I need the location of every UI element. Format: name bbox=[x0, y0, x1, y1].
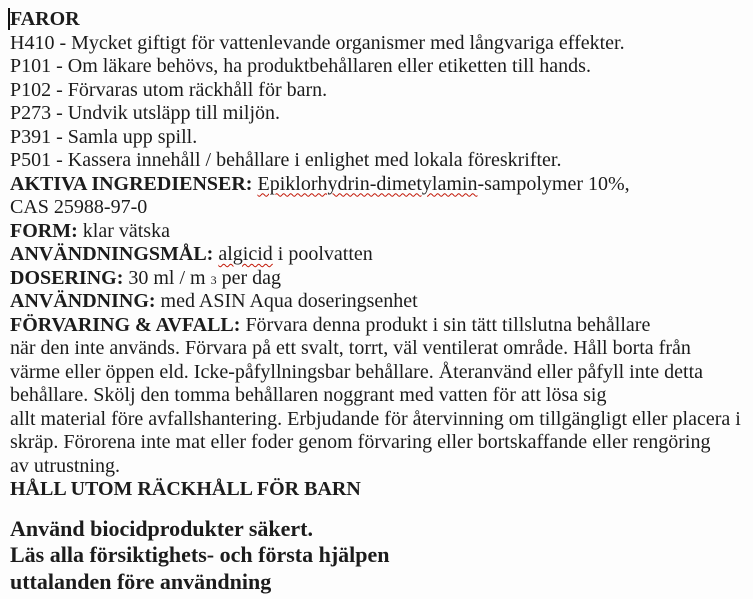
storage-line-2: när den inte används. Förvara på ett svalt, torrt, väl ventilerat område. Håll borta från bbox=[10, 337, 691, 359]
storage-text-1: Förvara denna produkt i sin tätt tillslutna behållare bbox=[245, 313, 651, 336]
application-line bbox=[10, 290, 749, 314]
application-label: ANVÄNDNING: bbox=[10, 290, 156, 312]
precaution-statement-p501: P501 - Kassera innehåll / behållare i enlighet med lokala föreskrifter. bbox=[10, 149, 562, 171]
storage-line-6: skräp. Förorena inte mat eller foder genom förvaring eller bortskaffande eller rengöring bbox=[10, 431, 711, 453]
safety-notice-block bbox=[10, 516, 749, 596]
storage-line-7: av utrustning. bbox=[10, 454, 120, 477]
usage-goal-rest: i poolvatten bbox=[277, 243, 373, 265]
storage-line-5: allt material före avfallshantering. Erbjudande för återvinning om tillgängligt eller placera i bbox=[10, 407, 741, 430]
active-ingredients-label: AKTIVA INGREDIENSER: bbox=[10, 172, 253, 195]
dosage-unit: per dag bbox=[221, 266, 282, 289]
storage-line-4: behållare. Skölj den tomma behållaren noggrant med vatten för att lösa sig bbox=[10, 384, 607, 406]
precaution-statement-p273: P273 - Undvik utsläpp till miljön. bbox=[10, 102, 281, 124]
ingredient-name-rest: -sampolymer 10%, bbox=[477, 172, 630, 195]
dosage-label: DOSERING: bbox=[10, 266, 124, 289]
safety-notice-line-3: uttalanden före användning bbox=[10, 568, 272, 594]
precaution-statement-p102: P102 - Förvaras utom räckhåll för barn. bbox=[10, 78, 328, 101]
form-line bbox=[10, 220, 749, 244]
form-label: FORM: bbox=[10, 219, 78, 242]
application-value: med ASIN Aqua doseringsenhet bbox=[160, 290, 418, 312]
editable-document[interactable] bbox=[10, 8, 749, 595]
usage-goal-misspelled: algicid bbox=[218, 243, 273, 265]
precaution-statement-p101: P101 - Om läkare behövs, ha produktbehållaren eller etiketten till hands. bbox=[10, 55, 591, 77]
precaution-statement-p391: P391 - Samla upp spill. bbox=[10, 125, 198, 148]
section-heading-hazards: FAROR bbox=[10, 8, 80, 30]
storage-label: FÖRVARING & AVFALL: bbox=[10, 313, 241, 336]
storage-line-3: värme eller öppen eld. Icke-påfyllningsbar behållare. Återanvänd eller påfyll inte detta bbox=[10, 360, 704, 383]
usage-goal-label: ANVÄNDNINGSMÅL: bbox=[10, 243, 214, 265]
form-value: klar vätska bbox=[82, 219, 170, 242]
safety-notice-line-2: Läs alla försiktighets- och första hjälpen bbox=[10, 542, 390, 567]
storage-line-1 bbox=[10, 314, 749, 338]
cas-number-line: CAS 25988-97-0 bbox=[10, 196, 148, 218]
active-ingredients-line bbox=[10, 173, 749, 197]
usage-goal-line bbox=[10, 243, 749, 267]
keep-away-warning: HÅLL UTOM RÄCKHÅLL FÖR BARN bbox=[10, 478, 361, 500]
safety-notice-line-1: Använd biocidprodukter säkert. bbox=[10, 515, 313, 541]
ingredient-name-misspelled: Epiklorhydrin-dimetylamin bbox=[257, 172, 478, 195]
dosage-value: 30 ml / m bbox=[128, 266, 206, 289]
dosage-line bbox=[10, 267, 749, 291]
hazard-statement-h410: H410 - Mycket giftigt för vattenlevande organismer med långvariga effekter. bbox=[10, 31, 625, 54]
dosage-subscript: 3 bbox=[210, 272, 217, 287]
